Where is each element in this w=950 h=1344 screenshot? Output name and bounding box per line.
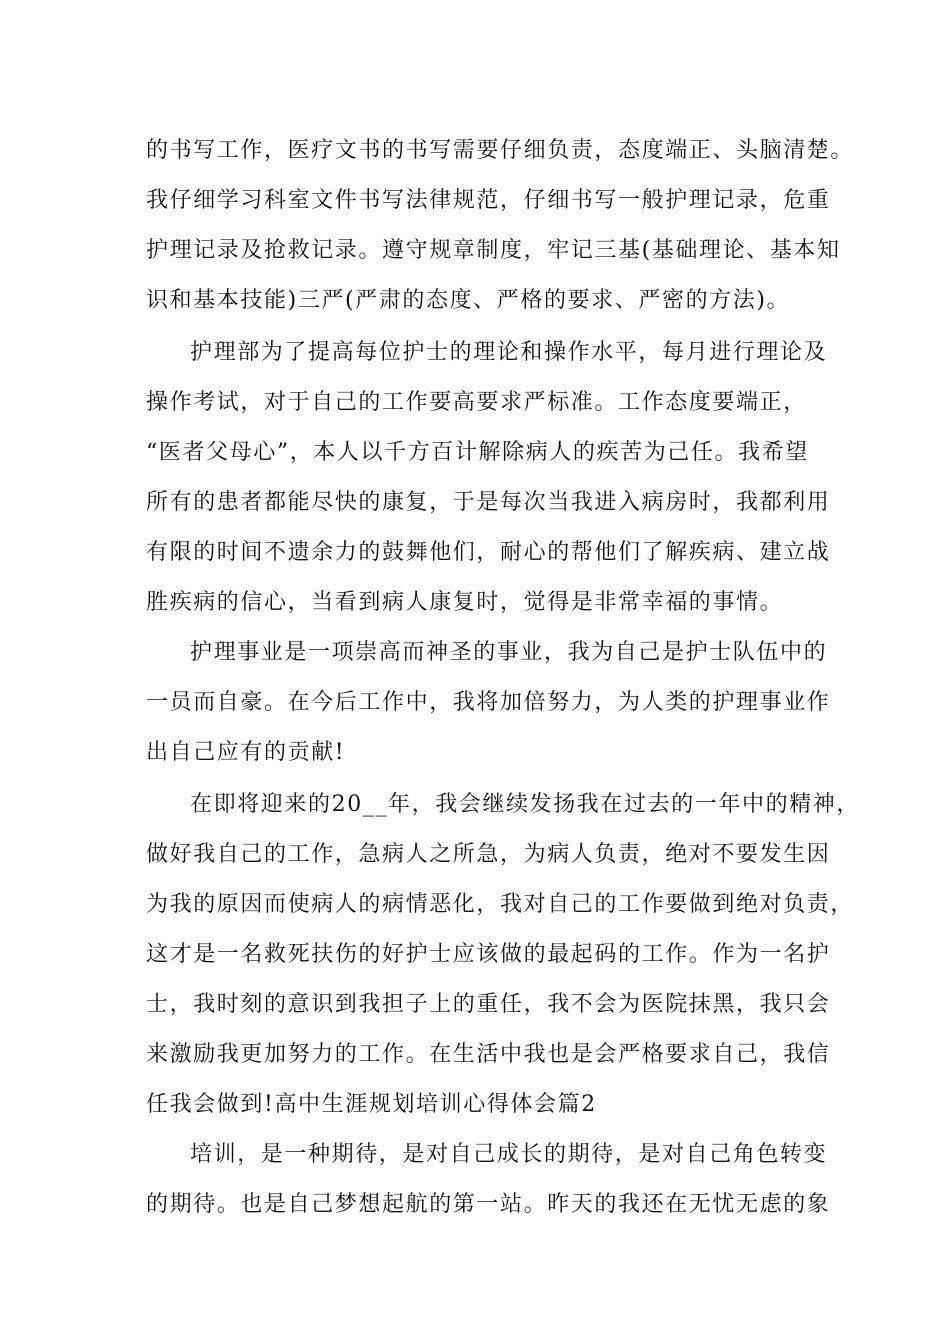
text-line: 来激励我更加努力的工作。在生活中我也是会严格要求自己，我信	[146, 1042, 831, 1067]
text-line: 的期待。也是自己梦想起航的第一站。昨天的我还在无忧无虑的象	[146, 1192, 831, 1217]
text-line: 有限的时间不遗余力的鼓舞他们，耐心的帮他们了解疾病、建立战	[146, 540, 831, 565]
text-line: 我仔细学习科室文件书写法律规范，仔细书写一般护理记录，危重	[146, 188, 831, 213]
text-line: 这才是一名救死扶伤的好护士应该做的最起码的工作。作为一名护	[146, 942, 831, 967]
text-line: 为我的原因而使病人的病情恶化，我对自己的工作要做到绝对负责，	[146, 892, 855, 917]
paragraph-start-line: 护理部为了提高每位护士的理论和操作水平，每月进行理论及	[190, 340, 828, 365]
text-line: 识和基本技能)三严(严肃的态度、严格的要求、严密的方法)。	[146, 288, 791, 313]
text-line: “医者父母心”，本人以千方百计解除病人的疾苦为己任。我希望	[146, 440, 809, 465]
text-line: 的书写工作，医疗文书的书写需要仔细负责，态度端正、头脑清楚。	[146, 138, 855, 163]
text-line: 所有的患者都能尽快的康复，于是每次当我进入病房时，我都利用	[146, 490, 831, 515]
text-line: 做好我自己的工作，急病人之所急，为病人负责，绝对不要发生因	[146, 842, 831, 867]
paragraph-start-line: 护理事业是一项崇高而神圣的事业，我为自己是护士队伍中的	[190, 640, 828, 665]
paragraph-start-line: 在即将迎来的20__年，我会继续发扬我在过去的一年中的精神，	[190, 792, 860, 817]
paragraph-start-line: 培训，是一种期待，是对自己成长的期待，是对自己角色转变	[190, 1142, 828, 1167]
text-line: 胜疾病的信心，当看到病人康复时，觉得是非常幸福的事情。	[146, 590, 784, 615]
text-line: 出自己应有的贡献!	[146, 740, 346, 765]
text-line: 操作考试，对于自己的工作要高要求严标准。工作态度要端正，	[146, 390, 807, 415]
text-line: 任我会做到!高中生涯规划培训心得体会篇2	[146, 1092, 597, 1117]
text-line: 一员而自豪。在今后工作中，我将加倍努力，为人类的护理事业作	[146, 690, 831, 715]
text-line: 护理记录及抢救记录。遵守规章制度，牢记三基(基础理论、基本知	[146, 238, 841, 263]
text-line: 士，我时刻的意识到我担子上的重任，我不会为医院抹黑，我只会	[146, 992, 831, 1017]
